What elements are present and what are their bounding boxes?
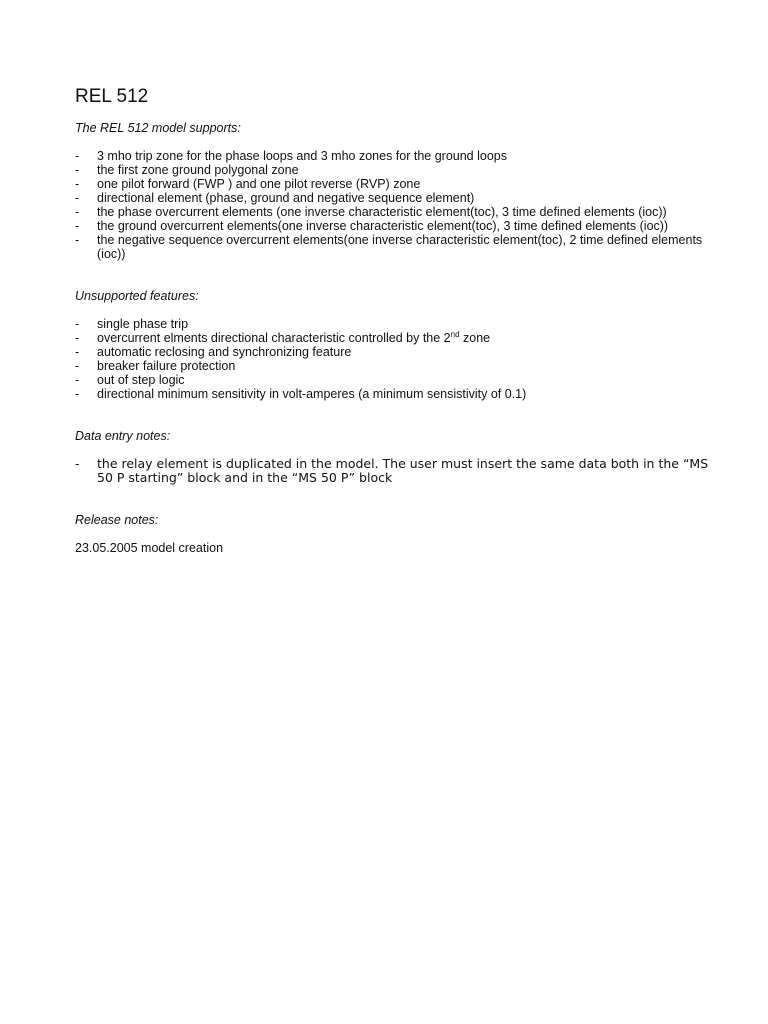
supports-list	[75, 149, 715, 261]
unsupported-heading: Unsupported features:	[75, 289, 199, 303]
bullet-dash: -	[75, 331, 80, 345]
bullet-dash: -	[75, 163, 80, 177]
bullet-dash: -	[75, 177, 80, 191]
list-item-text: directional element (phase, ground and negative sequence element)	[97, 191, 475, 205]
list-item	[75, 457, 715, 485]
list-item	[75, 163, 715, 177]
list-item	[75, 149, 715, 163]
document-title: REL 512	[75, 86, 149, 107]
list-item-text: single phase trip	[97, 317, 189, 331]
data-entry-heading: Data entry notes:	[75, 429, 171, 443]
list-item-text: the negative sequence overcurrent elements(one inverse characteristic element(toc), 2 time defined elements (ioc))	[97, 233, 703, 261]
list-item	[75, 205, 715, 219]
bullet-dash: -	[75, 149, 80, 163]
list-item-text: breaker failure protection	[97, 359, 236, 373]
release-line: 23.05.2005 model creation	[75, 541, 224, 555]
list-item-text: the first zone ground polygonal zone	[97, 163, 299, 177]
list-item-text: zone	[459, 331, 491, 345]
bullet-dash: -	[75, 191, 80, 205]
bullet-dash: -	[75, 387, 80, 401]
document-page	[75, 86, 715, 555]
list-item-text: one pilot forward (FWP ) and one pilot reverse (RVP) zone	[97, 177, 421, 191]
list-item	[75, 359, 715, 373]
list-item	[75, 317, 715, 331]
bullet-dash: -	[75, 345, 80, 359]
bullet-dash: -	[75, 456, 80, 471]
list-item	[75, 373, 715, 387]
list-item-text: automatic reclosing and synchronizing feature	[97, 345, 352, 359]
bullet-dash: -	[75, 205, 80, 219]
list-item	[75, 233, 715, 261]
list-item	[75, 219, 715, 233]
list-item-text: out of step logic	[97, 373, 185, 387]
data-entry-list	[75, 457, 715, 485]
list-item-text: the relay element is duplicated in the model. The user must insert the same data both in the “MS 50 P starting” block and in the “MS 50 P” block	[97, 456, 709, 485]
bullet-dash: -	[75, 317, 80, 331]
bullet-dash: -	[75, 219, 80, 233]
list-item	[75, 345, 715, 359]
list-item	[75, 331, 715, 345]
list-item	[75, 177, 715, 191]
bullet-dash: -	[75, 233, 80, 247]
list-item	[75, 387, 715, 401]
list-item-text: overcurrent elments directional characteristic controlled by the 2	[97, 331, 451, 345]
bullet-dash: -	[75, 359, 80, 373]
list-item-text: 3 mho trip zone for the phase loops and 3 mho zones for the ground loops	[97, 149, 507, 163]
release-heading: Release notes:	[75, 513, 159, 527]
superscript-ordinal: nd	[450, 330, 460, 339]
unsupported-list	[75, 317, 715, 401]
list-item-text: the ground overcurrent elements(one inverse characteristic element(toc), 3 time defined elements (ioc))	[97, 219, 669, 233]
list-item	[75, 191, 715, 205]
list-item-text: the phase overcurrent elements (one inverse characteristic element(toc), 3 time defined elements (ioc))	[97, 205, 667, 219]
bullet-dash: -	[75, 373, 80, 387]
list-item-text: directional minimum sensitivity in volt-amperes (a minimum sensistivity of 0.1)	[97, 387, 527, 401]
supports-heading: The REL 512 model supports:	[75, 121, 241, 135]
